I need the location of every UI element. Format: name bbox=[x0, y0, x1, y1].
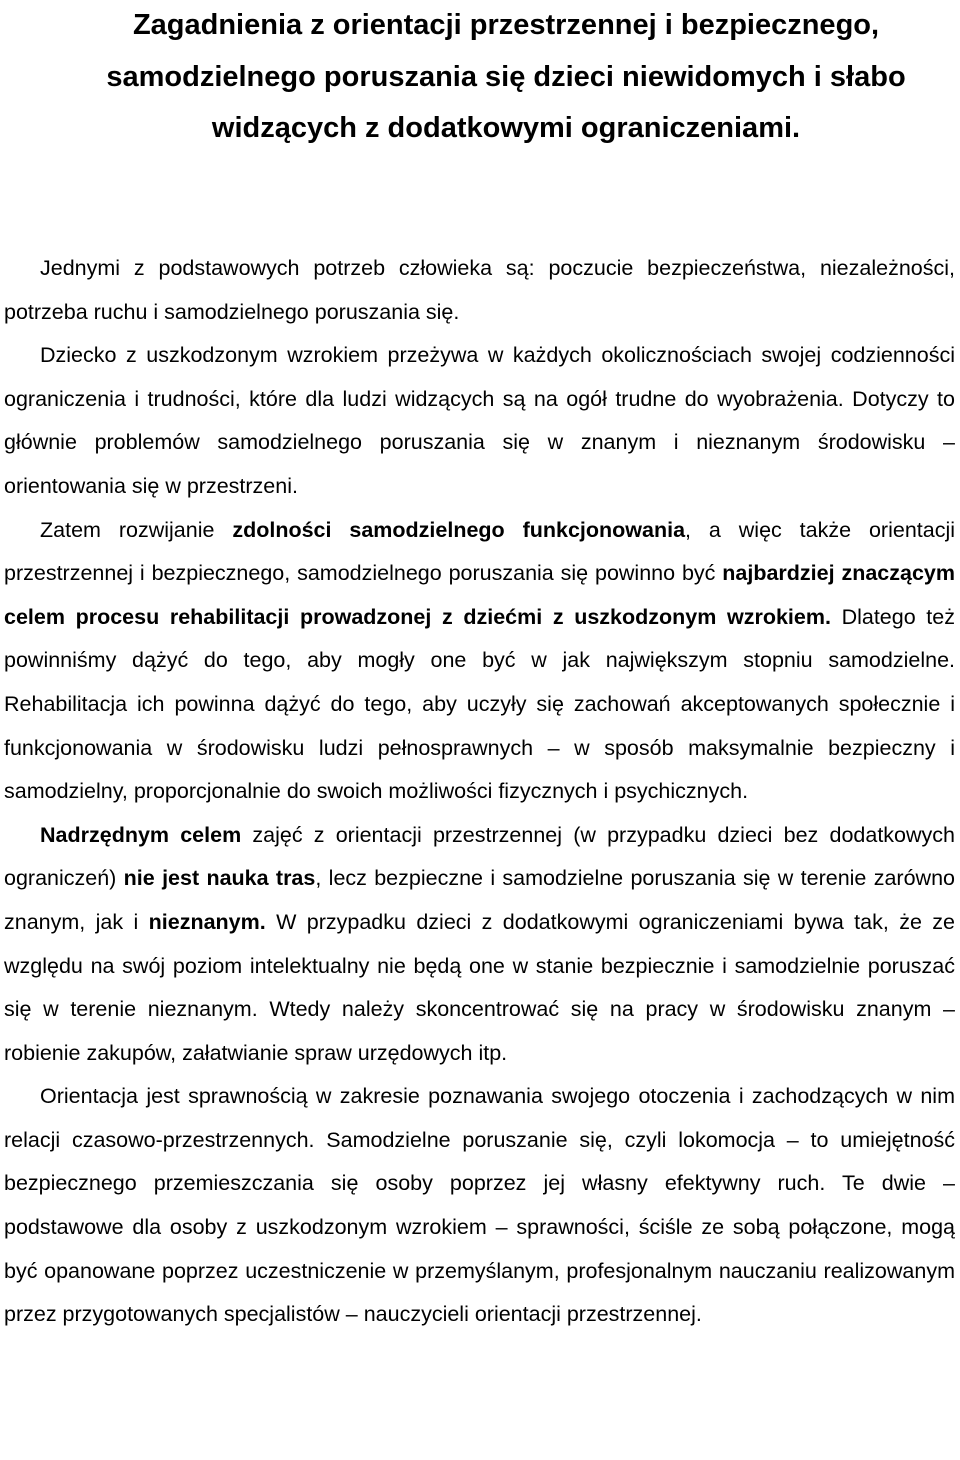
paragraph-text: Orientacja jest sprawnością w zakresie poznawania swojego otoczenia i zachodzących w nim relacji czasowo-przestrzennych. Samodzielne poruszanie się, czyli lokomocja – to umiejętność bezpiecznego przemieszczania się osoby poprzez jej własny efektywny ruch. Te dwie – podstawowe dla osoby z uszkodzonym wzrokiem – sprawności, ściśle ze sobą połączone, mogą być opanowane poprzez uczestniczenie w przemyślanym, profesjonalnym nauczaniu realizowanym przez przygotowanych specjalistów – nauczycieli orientacji przestrzennej. bbox=[4, 1084, 955, 1327]
paragraph-1 bbox=[4, 247, 955, 334]
paragraph-text: , a więc także orientacji przestrzennej i bezpiecznego, samodzielnego poruszania się powinno być bbox=[4, 517, 956, 586]
bold-phrase: najbardziej znaczącym celem procesu rehabilitacji prowadzonej z dziećmi z uszkodzonym wzrokiem. bbox=[4, 561, 955, 629]
bold-phrase: nie jest nauka tras bbox=[123, 866, 316, 891]
document-title: Zagadnienia z orientacji przestrzennej i bezpiecznego, samodzielnego poruszania się dzieci niewidomych i słabo widzących z dodatkowymi ograniczeniami. bbox=[106, 9, 906, 144]
paragraph-5 bbox=[4, 1075, 955, 1337]
document-body bbox=[4, 247, 955, 1337]
paragraph-3 bbox=[4, 509, 955, 814]
paragraph-text: W przypadku dzieci z dodatkowymi ograniczeniami bywa tak, że ze względu na swój poziom intelektualny nie będą one w stanie bezpiecznie i samodzielnie poruszać się w terenie nieznanym. Wtedy należy skoncentrować się na pracy w środowisku znanym – robienie zakupów, załatwianie spraw urzędowych itp. bbox=[4, 909, 955, 1065]
paragraph-4 bbox=[4, 814, 955, 1076]
paragraph-text: Dlatego też powinniśmy dążyć do tego, aby mogły one być w jak największym stopniu samodzielne. Rehabilitacja ich powinna dążyć do tego, aby uczyły się zachowań akceptowanych społecznie i funkcjonowania w środowisku ludzi pełnosprawnych – w sposób maksymalnie bezpieczny i samodzielny, proporcjonalnie do swoich możliwości fizycznych i psychicznych. bbox=[4, 604, 955, 804]
bold-phrase: zdolności samodzielnego funkcjonowania bbox=[232, 517, 686, 542]
paragraph-text: zajęć z orientacji przestrzennej (w przypadku dzieci bez dodatkowych ograniczeń) bbox=[4, 822, 955, 891]
bold-phrase: Nadrzędnym celem bbox=[40, 822, 242, 847]
bold-phrase: nieznanym. bbox=[148, 909, 266, 934]
paragraph-text: , lecz bezpieczne i samodzielne poruszania się w terenie zarówno znanym, jak i bbox=[4, 866, 955, 934]
paragraph-text: Zatem rozwijanie bbox=[40, 517, 233, 542]
paragraph-text: Jednymi z podstawowych potrzeb człowieka są: poczucie bezpieczeństwa, niezależności, potrzeba ruchu i samodzielnego poruszania się. bbox=[4, 256, 955, 324]
paragraph-text: Dziecko z uszkodzonym wzrokiem przeżywa w każdych okolicznościach swojej codzienności ograniczenia i trudności, które dla ludzi widzących są na ogół trudne do wyobrażenia. Dotyczy to głównie problemów samodzielnego poruszania się w znanym i nieznanym środowisku – orientowania się w przestrzeni. bbox=[4, 343, 955, 498]
paragraph-2 bbox=[4, 334, 955, 508]
